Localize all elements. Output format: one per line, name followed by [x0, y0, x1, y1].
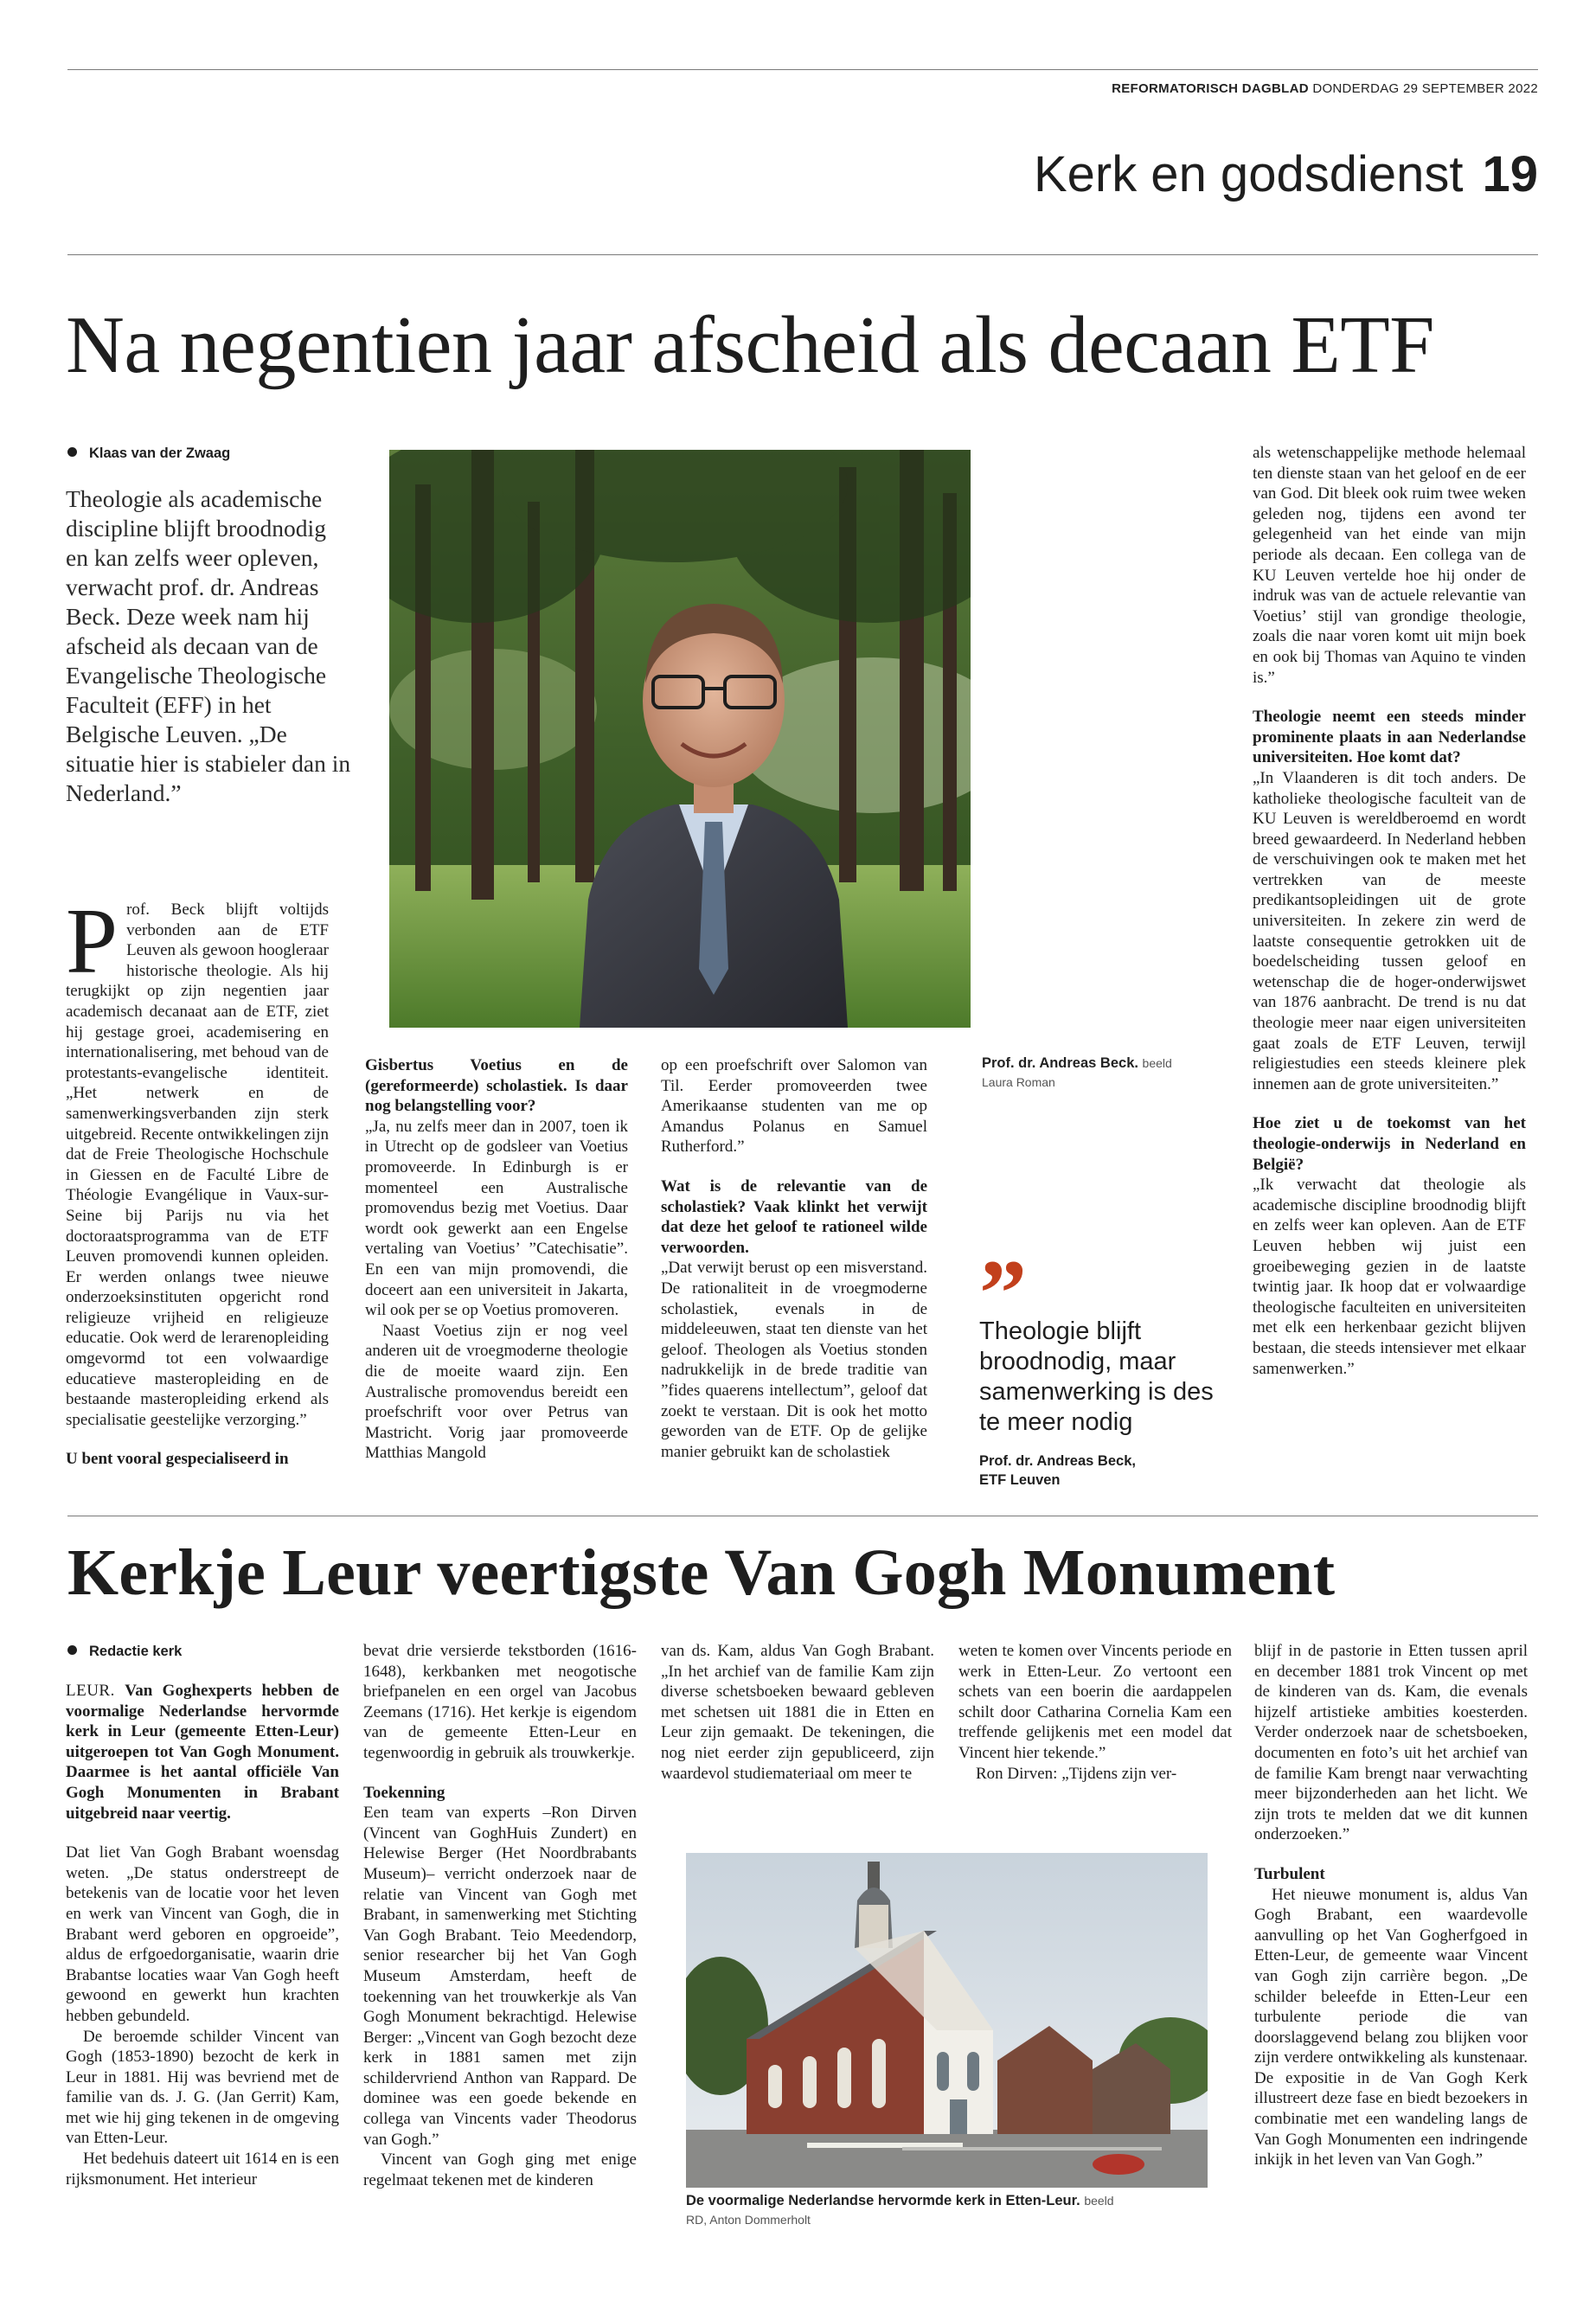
article1-col5-question2: Hoe ziet u de toekomst van het theologie-onderwijs in Nederland en België?: [1253, 1114, 1526, 1174]
article2-col5-p1: blijf in de pastorie in Etten tussen april en december 1881 trok Vincent op met de kinderen van ds. Kam, die evenals hijzelf artistieke ambities koesterden. Verder onderzoek naar de schetsboeken, documenten en foto’s uit het archief van de familie Kam brengt naar verwachting meer bijzonderheden aan het licht. We zijn trots te melden dat we dit kunnen onderzoeken.”: [1254, 1642, 1528, 1844]
article1-col3-p1: op een proefschrift over Salomon van Til. Eerder promoveerden twee Amerikaanse studenten van me op Amandus Polanus en Samuel Rutherford.”: [661, 1056, 927, 1157]
portrait-photo: [389, 450, 971, 1028]
church-caption: [686, 2191, 1222, 2229]
article2-col4-p1: weten te komen over Vincents periode en werk in Etten-Leur. Zo vertoont een schets van een boerin die aardappelen schilt door Catharina Cornelia Kam een treffende gelijkenis met een model dat Vincent hier tekende.”: [958, 1642, 1232, 1762]
article2-headline: Kerkje Leur veertigste Van Gogh Monument: [67, 1536, 1336, 1609]
church-photo: [686, 1853, 1208, 2188]
church-caption-credit: RD, Anton Dommerholt: [686, 2213, 811, 2227]
page-number: 19: [1482, 146, 1538, 202]
article1-col3-p2: „Dat verwijt berust op een misverstand. De rationaliteit in de vroegmoderne scholastiek, evenals in de middeleeuwen, staat ten dienste van het geloof. Theologen als Voetius stonden nadrukkelijk in de brede traditie van ”fides quaerens intellectum”, geloof dat zoekt te verstaan. Dit is ook het motto geworden van de ETF. Op de gelijke manier gebruikt kan de scholastiek: [661, 1259, 927, 1461]
article2-col3-p1: van ds. Kam, aldus Van Gogh Brabant. „In het archief van de familie Kam zijn diverse schetsboeken bewaard gebleven met schetsen uit 1881 die in Etten en Leur zijn gemaakt. De tekeningen, die nog niet eerder zijn gepubliceerd, zijn waardevol studiemateriaal om meer te: [661, 1642, 934, 1783]
article1-col5-p1: als wetenschappelijke methode helemaal ten dienste staan van het geloof en de eer van God. Dit bleek ook ruim twee weken geleden nog, tijdens een avond ter gelegenheid van het einde van mijn periode als decaan. Een collega van de KU Leuven vertelde hoe hij onder de indruk was van de actuele relevantie van Voetius’ stijl van grondige theologie, zoals die naar voren komt uit mijn boek en ook bij Thomas van Aquino te vinden is.”: [1253, 444, 1526, 687]
article2-col2: [363, 1641, 637, 2190]
article1-headline: Na negentien jaar afscheid als decaan ETF: [66, 300, 1434, 390]
top-rule: [67, 69, 1538, 70]
paper-name: REFORMATORISCH DAGBLAD: [1112, 81, 1309, 96]
pullquote-text: Theologie blijft broodnodig, maar samenwerking is des te meer nodig: [979, 1317, 1214, 1436]
dateline: LEUR.: [66, 1682, 115, 1700]
portrait-caption-name: Prof. dr. Andreas Beck.: [982, 1055, 1138, 1071]
article2-col1-p3: Het bedehuis dateert uit 1614 en is een rijksmonument. Het interieur: [66, 2150, 339, 2189]
dropcap: P: [66, 890, 119, 993]
article2-col1-p2: De beroemde schilder Vincent van Gogh (1853-1890) bezocht de kerk in Leur in 1881. Hij was bevriend met de familie van ds. J. G. (Jan Gerrit) Kam, met wie hij ging tekenen in de omgeving van Etten-Leur.: [66, 2027, 339, 2148]
article2-col2-subhead: Toekenning: [363, 1783, 445, 1802]
article1-col5-p2: „In Vlaanderen is dit toch anders. De katholieke theologische faculteit van de KU Leuven is wereldberoemd en wordt breed gewaardeerd. In Nederland hebben de verschuivingen ook te maken met het vertrekken van de meeste predikantsopleidingen uit de grote universiteiten. In zekere zin werd de laatste consequentie getrokken uit de boedelscheiding tussen geloof en wetenschap die de hoger-onderwijswet van 1876 aanbracht. De trend is nu dat theologie meer naar eigen universiteiten gaat zoals de ETF Leuven, terwijl religiestudies een steeds kleinere plek innemen aan de grote universiteiten.”: [1253, 768, 1526, 1093]
article1-col2: [365, 1055, 628, 1464]
article2-col2-p1: bevat drie versierde tekstborden (1616-1648), kerkbanken met neogotische briefpanelen en een orgel van Jacobus Zeemans (1716). Het kerkje is eigendom van de gemeente Etten-Leur en tegenwoordig in gebruik als trouwkerkje.: [363, 1642, 637, 1762]
byline-bullet-icon: [67, 447, 77, 457]
portrait-photo-image: [389, 450, 971, 1028]
byline-bullet-icon: [67, 1645, 77, 1655]
quote-mark-icon: ”: [979, 1240, 1027, 1346]
article2-col2-p3: Vincent van Gogh ging met enige regelmaat tekenen met de kinderen: [363, 2150, 637, 2189]
article1-col2-p2: Naast Voetius zijn er nog veel anderen uit de vroegmoderne theologie die de moeite waard zijn. Een Australische promovendus bereidt een proefschrift voor over Petrus van Mastricht. Vorig jaar promoveerde Matthias Mangold: [365, 1321, 628, 1463]
church-caption-text: De voormalige Nederlandse hervormde kerk in Etten-Leur.: [686, 2193, 1080, 2208]
article2-col4: [958, 1641, 1232, 1784]
article1-col5: [1253, 443, 1526, 1379]
article1-col2-question: Gisbertus Voetius en de (gereformeerde) scholastiek. Is daar nog belangstelling voor?: [365, 1056, 628, 1116]
section-rule: [67, 254, 1538, 255]
article2-col3: [661, 1641, 934, 1784]
pullquote-source-name: Prof. dr. Andreas Beck,: [979, 1453, 1136, 1469]
article2-col2-p2: Een team van experts –Ron Dirven (Vincent van GoghHuis Zundert) en Helewise Berger (Het Noordbrabants Museum)– verricht onderzoek naar de relatie van Vincent van Gogh met Brabant, in samenwerking met Stichting Van Gogh Brabant. Teio Meedendorp, senior researcher bij het Van Gogh Museum Amsterdam, heeft de toekenning van het trouwkerkje als Van Gogh Monument bekrachtigd. Helewise Berger: „Vincent van Gogh bezocht deze kerk in 1881 samen met zijn schildervriend Anthon van Rappard. De dominee was een goede bekende en collega van Vincents vader Theodorus van Gogh.”: [363, 1804, 637, 2149]
article1-col3-question: Wat is de relevantie van de scholastiek? Vaak klinkt het verwijt dat deze het geloof te rationeel wilde verwoorden.: [661, 1176, 927, 1257]
section-title: Kerk en godsdienst: [1033, 146, 1464, 202]
article1-col5-question1: Theologie neemt een steeds minder prominente plaats in aan Nederlandse universiteiten. Hoe komt dat?: [1253, 708, 1526, 767]
article1-col3: [661, 1055, 927, 1462]
portrait-caption-label: beeld: [1142, 1056, 1172, 1070]
article1-col5-p3: „Ik verwacht dat theologie als academische discipline broodnodig blijft en zelfs weer kan opleven. Aan de ETF Leuven hebben wij juist een groeibeweging gezien in de laatste twintig jaar. Ik hoop dat er volwaardige theologische faculteiten en universiteiten met elk een herkenbaar gezicht blijven bestaan, die steeds intensiever met elkaar samenwerken.”: [1253, 1176, 1526, 1378]
masthead: [1112, 81, 1538, 96]
pullquote-source-org: ETF Leuven: [979, 1472, 1061, 1488]
article2-col5-p2: Het nieuwe monument is, aldus Van Gogh Brabant, een waardevolle aanvulling op het Van Gogherfgoed in Etten-Leur, de gemeente waar Vincent van Gogh zijn carrière begon. „De schilder beleefde in Etten-Leur een turbulente periode die van doorslaggevend belang zou blijken voor zijn verdere ontwikkeling als kunstenaar. De expositie in de Van Gogh Kerk illustreert deze fase en biedt bezoekers in combinatie met een wandeling langs de Van Gogh Monumenten een indringende inkijk in het leven van Van Gogh.”: [1254, 1885, 1528, 2170]
pullquote-source: [979, 1452, 1239, 1490]
article1-col1: [66, 890, 329, 1470]
article2-lead: Van Goghexperts hebben de voormalige Nederlandse hervormde kerk in Leur (gemeente Etten-Leur) uitgeroepen tot Van Gogh Monument. Daarmee is het aantal officiële Van Gogh Monumenten in Brabant uitgebreid naar veertig.: [66, 1682, 339, 1823]
article2-col4-p2: Ron Dirven: „Tijdens zijn ver-: [976, 1764, 1177, 1783]
article1-col1-p1: rof. Beck blijft voltijds verbonden aan de ETF Leuven als gewoon hoogleraar historische theologie. Als hij terugkijkt op zijn negentien jaar academisch decanaat aan de ETF, ziet hij gestage groei, academisering en internationalisering, met behoud van de protestants-evangelische identiteit. „Het netwerk en de samenwerkingsverbanden zijn sterk uitgebreid. Recente ontwikkelingen zijn dat de Freie Theologische Hochschule in Giessen en de Faculté Libre de Théologie Evangélique in Vaux-sur-Seine bij Parijs nu via het doctoraatsprogramma van de ETF Leuven promovendi kunnen opleiden. Er werden onlangs twee nieuwe onderzoeksinstituten opgericht rond religieuze vrijheid en religieuze educatie. Ook werd de lerarenopleiding omgevormd tot een volwaardige educatieve masteropleiding en de bestaande masteropleiding erkend als specialisatie geestelijke verzorging.”: [66, 901, 329, 1429]
church-caption-label: beeld: [1084, 2194, 1114, 2208]
pullquote: [979, 1240, 1239, 1490]
article2-col5: [1254, 1641, 1528, 2170]
church-photo-image: [686, 1853, 1208, 2188]
article2-col5-subhead: Turbulent: [1254, 1864, 1325, 1883]
portrait-caption-credit: Laura Roman: [982, 1075, 1055, 1089]
issue-date: DONDERDAG 29 SEPTEMBER 2022: [1312, 81, 1538, 96]
article1-author: Klaas van der Zwaag: [89, 445, 231, 461]
article2-col1: [66, 1681, 339, 2189]
section-header: [1034, 145, 1538, 203]
article1-col1-question: U bent vooral gespecialiseerd in: [66, 1450, 289, 1469]
portrait-caption: [982, 1054, 1207, 1092]
article2-col1-p1: Dat liet Van Gogh Brabant woensdag weten. „De status onderstreept de betekenis van de locatie voor het leven en werk van Vincent van Gogh, die in Brabant werd geboren en opgroeide”, aldus de erfgoedorganisatie, waarin drie Brabantse locaties waar Van Gogh heeft gewoond en gewerkt hun krachten hebben gebundeld.: [66, 1843, 339, 2025]
article1-col2-p1: „Ja, nu zelfs meer dan in 2007, toen ik in Utrecht op de godsleer van Voetius promoveerde. In Edinburgh is er momenteel een Australische promovendus bezig met Voetius. Daar wordt ook gewerkt aan een Engelse vertaling van Voetius’ ”Catechisatie”. En een van mijn promovendi, die doceert aan een universiteit in Jakarta, wil ook per se op Voetius promoveren.: [365, 1117, 628, 1320]
article2-author: Redactie kerk: [89, 1644, 183, 1659]
article2-byline: [67, 1644, 182, 1660]
article1-intro: Theologie als academische discipline blijft broodnodig en kan zelfs weer opleven, verwacht prof. dr. Andreas Beck. Deze week nam hij afscheid als decaan van de Evangelische Theologische Faculteit (EFF) in het Belgische Leuven. „De situatie hier is stabieler dan in Nederland.”: [66, 485, 351, 806]
article1-byline: [67, 445, 230, 462]
